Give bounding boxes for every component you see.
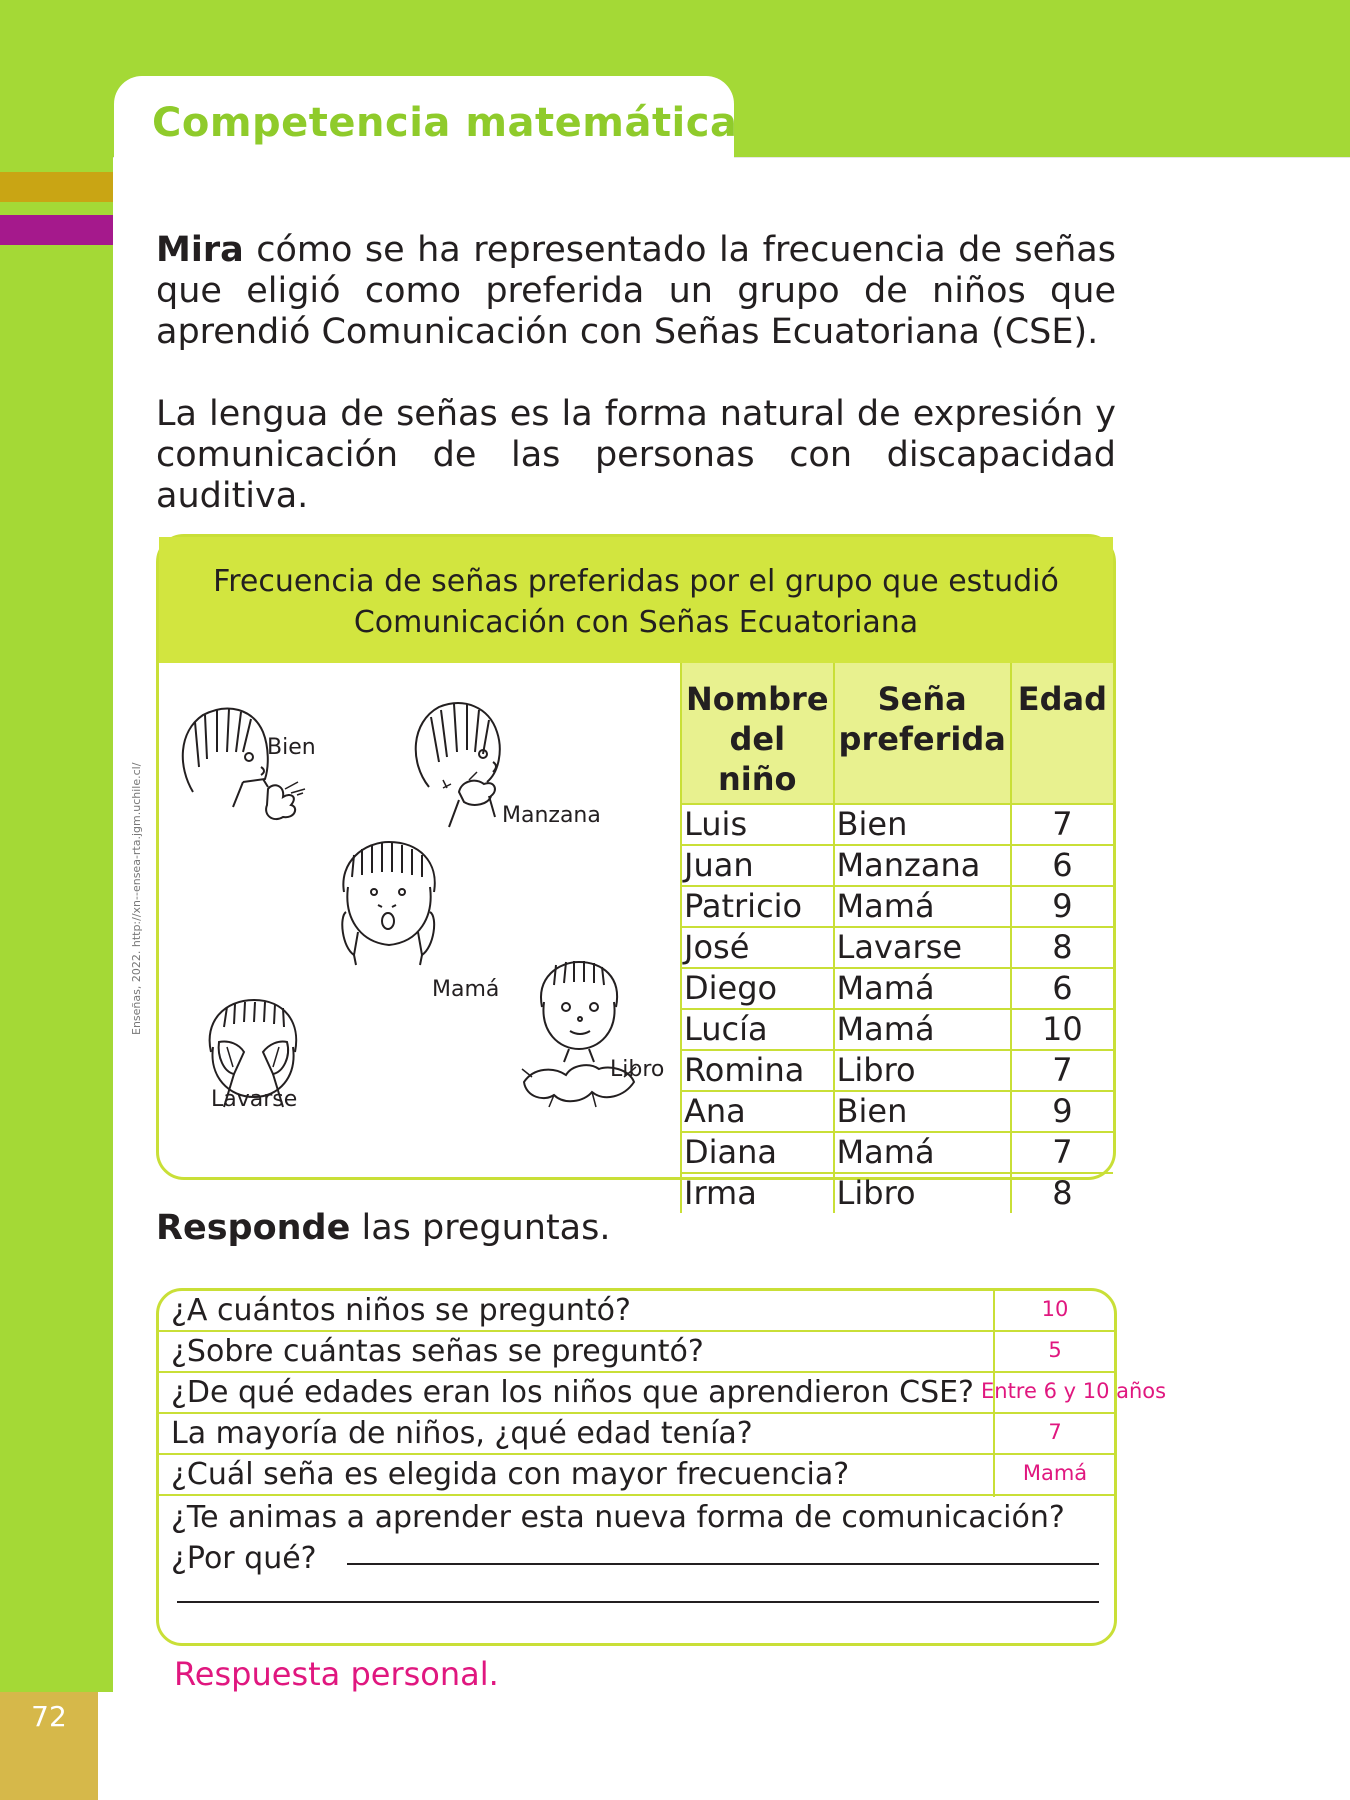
open-question — [171, 1497, 1065, 1579]
left-margin-band — [0, 157, 113, 1692]
cell-name: Diana — [681, 1132, 834, 1173]
cell-age: 6 — [1011, 968, 1113, 1009]
cell-sign: Mamá — [834, 1132, 1011, 1173]
cell-sign: Mamá — [834, 1009, 1011, 1050]
column-header-sign-line-1: Seña — [877, 680, 967, 718]
table-row — [681, 886, 1113, 927]
intro-paragraph-1 — [156, 230, 1116, 353]
table-row — [681, 968, 1113, 1009]
table-row — [681, 804, 1113, 845]
answer-line-2[interactable] — [177, 1601, 1099, 1603]
bien-sign-illustration — [173, 697, 333, 837]
cell-name: José — [681, 927, 834, 968]
sign-label-lavarse: Lavarse — [211, 1087, 298, 1112]
answer-field[interactable]: 10 — [1041, 1297, 1069, 1321]
cell-name: Luis — [681, 804, 834, 845]
table-row — [681, 927, 1113, 968]
cell-sign: Lavarse — [834, 927, 1011, 968]
answer-field[interactable]: 7 — [1048, 1420, 1062, 1444]
cell-name: Irma — [681, 1173, 834, 1213]
cell-age: 7 — [1011, 804, 1113, 845]
cell-sign: Mamá — [834, 968, 1011, 1009]
cell-age: 8 — [1011, 1173, 1113, 1213]
column-header-sign — [834, 663, 1011, 804]
table-row — [681, 845, 1113, 886]
cell-sign: Mamá — [834, 886, 1011, 927]
question-row — [159, 1332, 1114, 1373]
libro-sign-illustration — [514, 957, 644, 1117]
open-question-line-2: ¿Por qué? — [171, 1541, 317, 1576]
questions-verb: Responde — [156, 1208, 351, 1248]
intro-text-1: cómo se ha representado la frecuencia de señas que eligió como preferida un grupo de niños que aprendió Comunicación con Señas Ecuatoriana (CSE). — [156, 230, 1116, 352]
cell-sign: Libro — [834, 1173, 1011, 1213]
handwritten-answer: Respuesta personal. — [174, 1655, 499, 1693]
sign-label-manzana: Manzana — [502, 803, 601, 828]
question-text: ¿De qué edades eran los niños que aprendieron CSE? — [171, 1375, 974, 1410]
question-text: La mayoría de niños, ¿qué edad tenía? — [171, 1416, 753, 1451]
column-header-age: Edad — [1011, 663, 1113, 804]
column-header-sign-line-2: preferida — [838, 720, 1006, 758]
page-number: 72 — [31, 1700, 67, 1733]
question-text: ¿Cuál seña es elegida con mayor frecuencia? — [171, 1457, 850, 1492]
panel-title-line-1: Frecuencia de señas preferidas por el grupo que estudió — [213, 564, 1059, 599]
magenta-stripe — [0, 215, 113, 245]
cell-age: 7 — [1011, 1132, 1113, 1173]
sign-label-libro: Libro — [610, 1057, 665, 1082]
table-row — [681, 1009, 1113, 1050]
cell-sign: Libro — [834, 1050, 1011, 1091]
answer-field[interactable]: 5 — [1048, 1338, 1062, 1362]
column-header-name-line-1: Nombre — [686, 680, 829, 718]
cell-name: Ana — [681, 1091, 834, 1132]
question-row — [159, 1291, 1114, 1332]
answer-line-1[interactable] — [347, 1563, 1099, 1565]
cell-sign: Bien — [834, 1091, 1011, 1132]
cell-name: Patricio — [681, 886, 834, 927]
cell-name: Lucía — [681, 1009, 834, 1050]
mama-sign-illustration — [334, 837, 454, 967]
cell-name: Juan — [681, 845, 834, 886]
open-question-line-1: ¿Te animas a aprender esta nueva forma de comunicación? — [171, 1500, 1065, 1535]
sign-label-bien: Bien — [267, 735, 316, 760]
sign-label-mama: Mamá — [432, 977, 500, 1002]
manzana-sign-illustration — [399, 692, 549, 852]
questions-box — [156, 1288, 1167, 1646]
column-header-name — [681, 663, 834, 804]
image-credit: Enseñas, 2022. http://xn--ensea-rta.jgm.uchile.cl/ — [130, 762, 143, 1035]
table-row — [681, 1091, 1113, 1132]
section-title: Competencia matemática — [152, 100, 738, 146]
cell-age: 10 — [1011, 1009, 1113, 1050]
question-row — [159, 1455, 1114, 1496]
panel-header — [159, 537, 1113, 663]
panel-title-line-2: Comunicación con Señas Ecuatoriana — [353, 605, 919, 640]
answer-field[interactable]: Mamá — [1022, 1461, 1088, 1485]
cell-age: 7 — [1011, 1050, 1113, 1091]
cell-name: Diego — [681, 968, 834, 1009]
question-text: ¿A cuántos niños se preguntó? — [171, 1293, 631, 1328]
cell-sign: Manzana — [834, 845, 1011, 886]
table-header-row — [681, 663, 1113, 804]
question-text: ¿Sobre cuántas señas se preguntó? — [171, 1334, 704, 1369]
cell-age: 8 — [1011, 927, 1113, 968]
frequency-table — [680, 663, 1113, 1213]
answer-field[interactable]: Entre 6 y 10 años — [981, 1379, 1167, 1403]
questions-title-rest: las preguntas. — [350, 1208, 611, 1248]
questions-title — [156, 1208, 611, 1248]
gold-stripe — [0, 172, 113, 202]
table-row — [681, 1050, 1113, 1091]
cell-age: 9 — [1011, 886, 1113, 927]
header-divider — [0, 157, 1350, 167]
column-header-name-line-2: del niño — [718, 720, 797, 798]
table-row — [681, 1132, 1113, 1173]
panel-title — [159, 561, 1113, 643]
cell-name: Romina — [681, 1050, 834, 1091]
table-row — [681, 1173, 1113, 1213]
cell-sign: Bien — [834, 804, 1011, 845]
cell-age: 9 — [1011, 1091, 1113, 1132]
question-row — [159, 1414, 1114, 1455]
frequency-panel — [156, 534, 1116, 1212]
intro-verb: Mira — [156, 230, 244, 270]
question-row — [159, 1373, 1114, 1414]
intro-paragraph-2: La lengua de señas es la forma natural de expresión y comunicación de las personas con discapacidad auditiva. — [156, 394, 1116, 516]
cell-age: 6 — [1011, 845, 1113, 886]
